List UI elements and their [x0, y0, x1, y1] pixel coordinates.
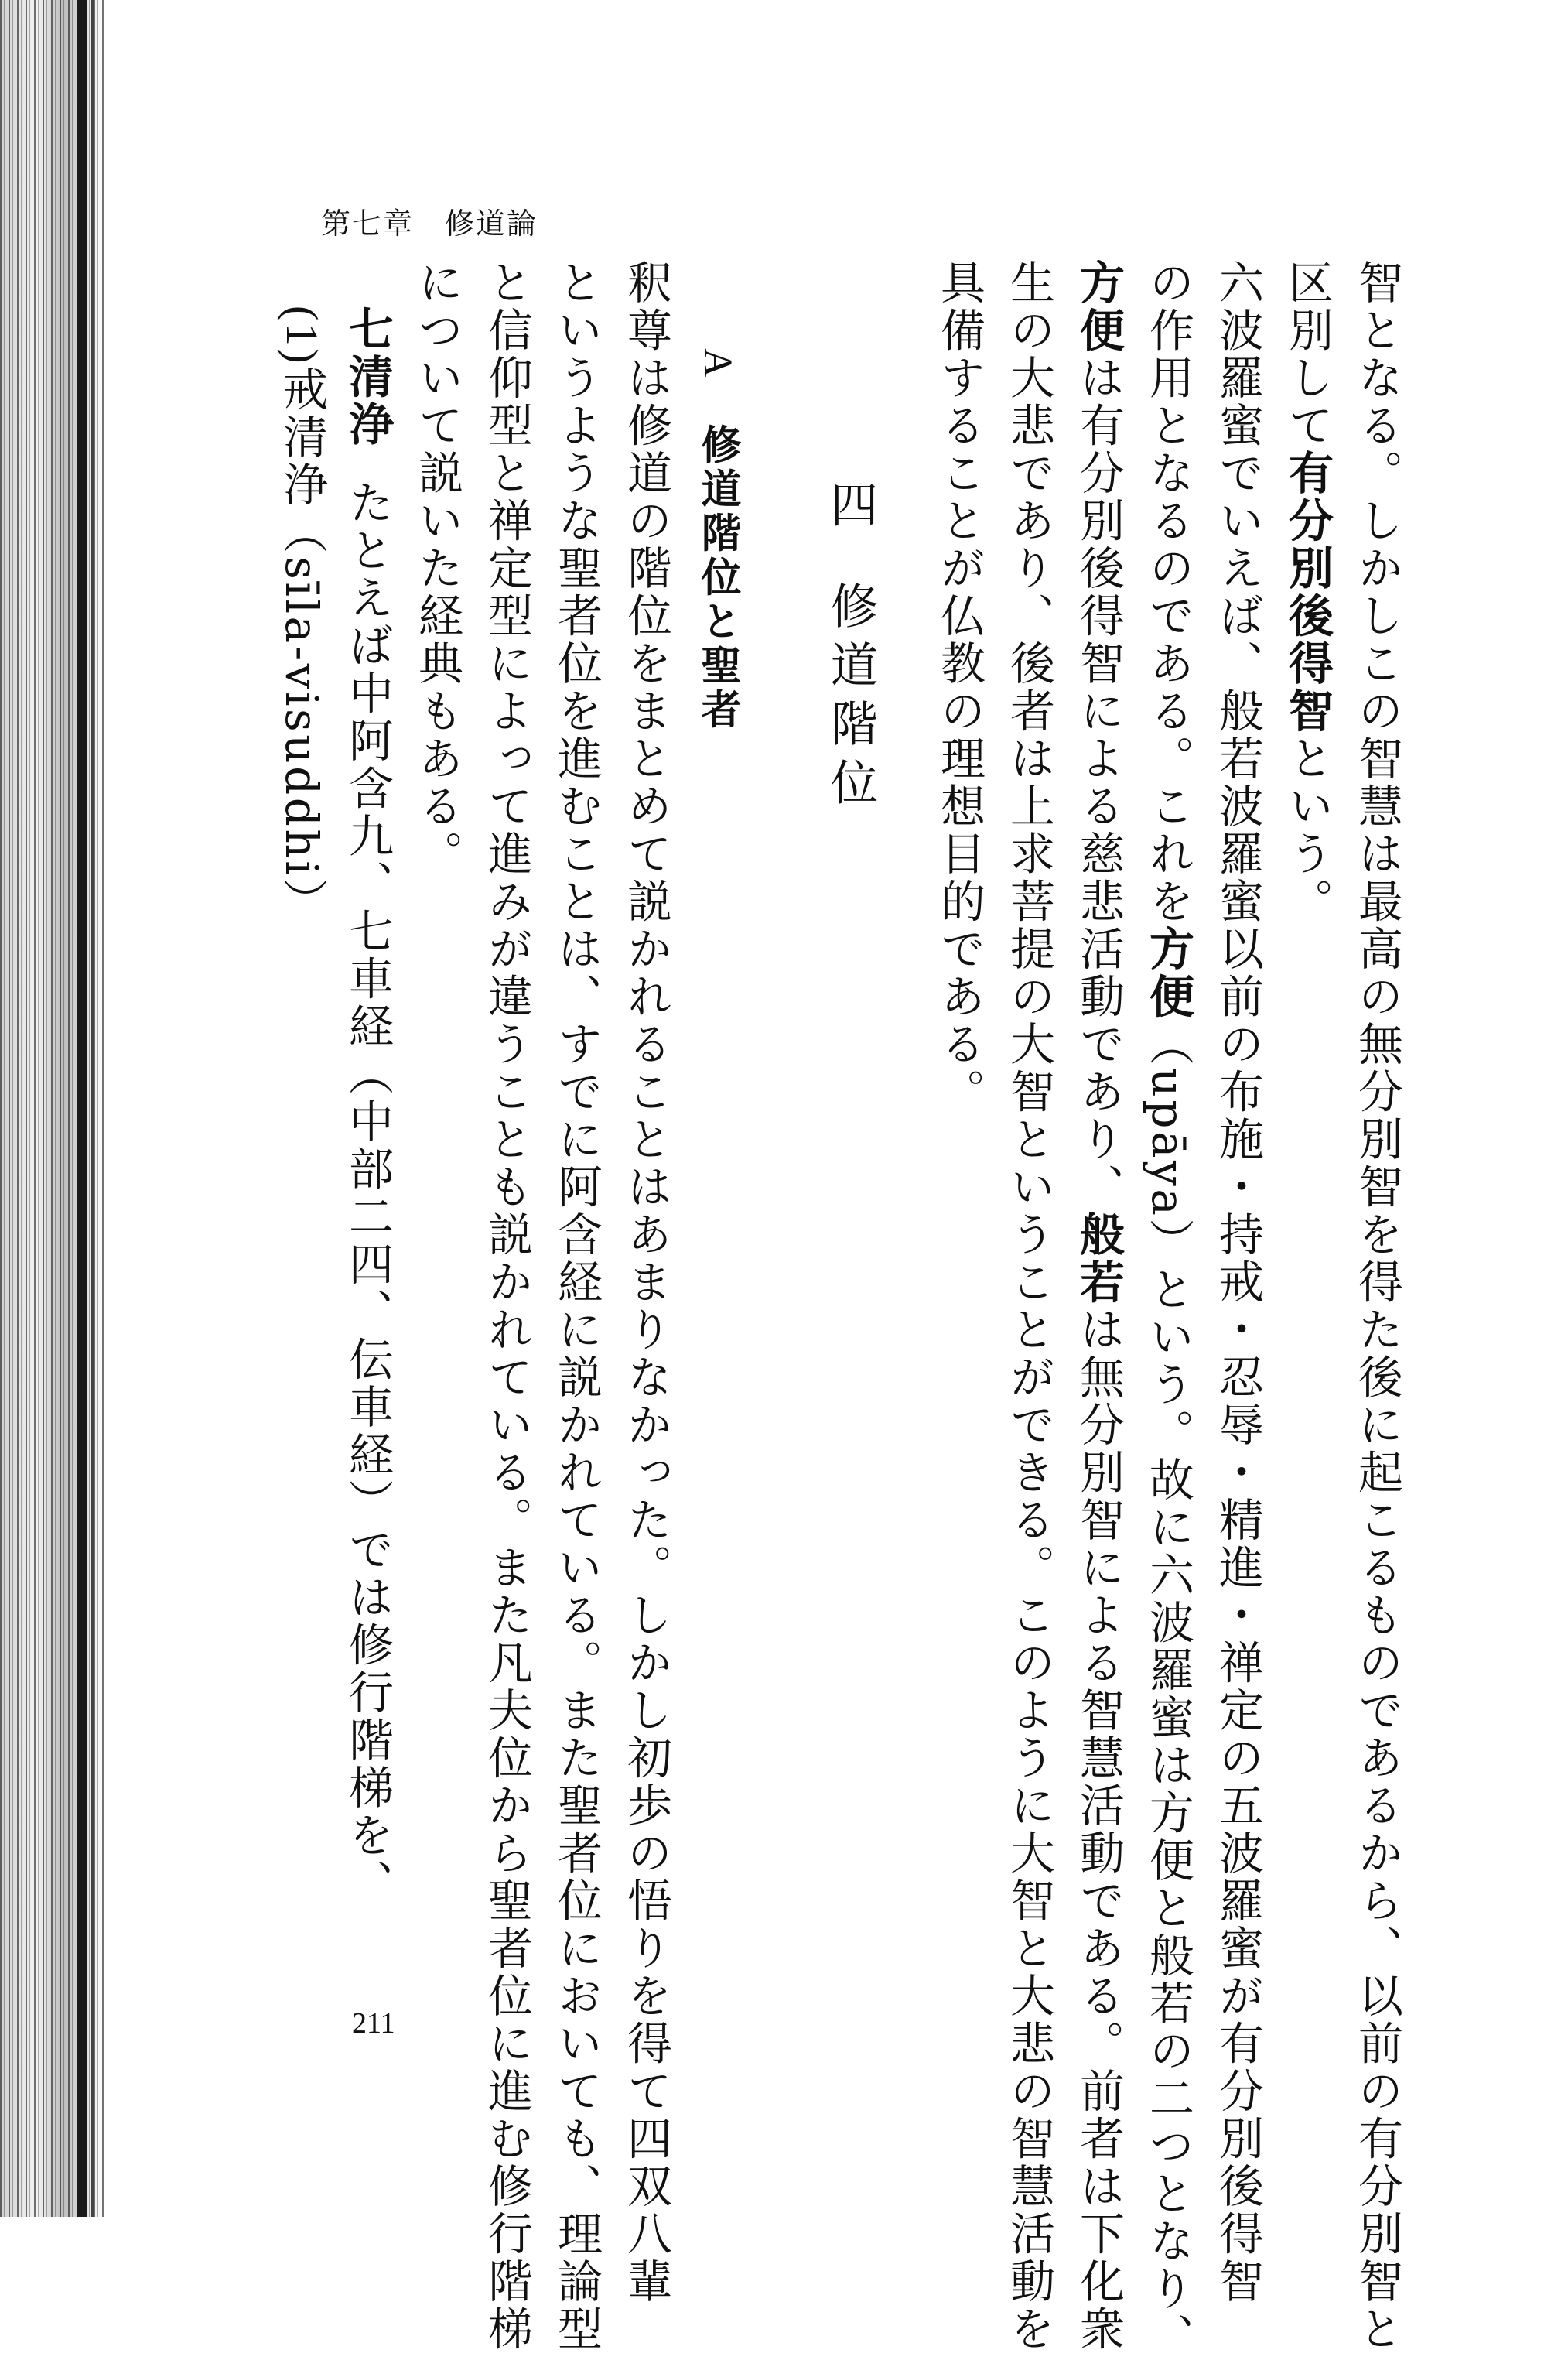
section-number: 四	[822, 480, 879, 539]
text-line: の作用となるのである。これを	[1142, 259, 1194, 925]
bold-term: 有分別後得智	[1281, 450, 1334, 735]
text-line: たとえば中阿含九、七車経（中部二四、伝車経）では修行階梯を、	[341, 479, 394, 1907]
text-line: と信仰型と禅定型によって進みが違うことも説かれている。また凡夫位から聖者位に進む修行階梯	[480, 259, 533, 2353]
text-column-10	[472, 259, 541, 2353]
text-column-6	[994, 259, 1064, 2353]
text-line: 戒清浄（sīla-visuddhi）	[275, 366, 328, 925]
text-column-4	[1133, 259, 1203, 2360]
text-column-5	[1064, 259, 1133, 2353]
text-column-8	[611, 259, 681, 2306]
section-title: 修道階位	[822, 581, 879, 816]
text-column-2	[1273, 259, 1342, 1931]
subsection-title: 修道階位と聖者	[694, 423, 741, 733]
text-line: は有分別後得智による慈悲活動であり、	[1072, 354, 1125, 1211]
running-header	[321, 200, 538, 242]
text-column-3	[1203, 259, 1273, 2306]
subsection-heading	[688, 348, 746, 733]
bold-term: 方便	[1142, 925, 1194, 1021]
book-gutter-line	[91, 0, 94, 2217]
bold-term: 般若	[1072, 1211, 1125, 1306]
text-column-11	[402, 259, 472, 1931]
text-line: 釈尊は修道の階位をまとめて説かれることはあまりなかった。しかし初歩の悟りを得て四双八輩	[620, 259, 672, 2306]
text-line: （upāya）という。故に六波羅蜜は方便と般若の二つとなり、	[1142, 1021, 1194, 2360]
text-column-7	[924, 259, 994, 1931]
list-number: (1)	[277, 306, 327, 367]
text-column-9	[541, 259, 611, 2353]
book-gutter-shadow	[77, 0, 87, 2217]
text-line: 区別して	[1281, 259, 1334, 450]
text-line: は無分別智による智慧活動である。前者は下化衆	[1072, 1306, 1125, 2353]
header-chapter: 第七章	[321, 207, 415, 241]
page-number: 211	[352, 2007, 395, 2040]
bold-term: 七清浄	[341, 306, 394, 449]
text-line: 具備することが仏教の理想目的である。	[933, 259, 986, 1116]
text-column-13	[267, 306, 336, 1977]
section-heading	[816, 480, 885, 816]
text-line: について説いた経典もある。	[411, 259, 463, 878]
text-line: 六波羅蜜でいえば、般若波羅蜜以前の布施・持戒・忍辱・精進・禅定の五波羅蜜が有分別後得智	[1211, 259, 1264, 2306]
subsection-letter: A	[695, 348, 740, 381]
text-line: というような聖者位を進むことは、すでに阿含経に説かれている。また聖者位においても、理論型	[550, 259, 603, 2353]
bold-term: 方便	[1072, 259, 1125, 354]
text-line: という。	[1281, 735, 1334, 925]
text-column-12	[333, 306, 402, 1977]
book-binding-edge	[0, 0, 104, 2217]
text-line: 智となる。しかしこの智慧は最高の無分別智を得た後に起こるものであるから、以前の有分別智と	[1351, 259, 1403, 2353]
text-line: 生の大悲であり、後者は上求菩提の大智ということができる。このように大智と大悲の智慧活動を	[1003, 259, 1055, 2353]
text-column-1	[1342, 259, 1412, 2353]
header-title: 修道論	[445, 207, 538, 241]
